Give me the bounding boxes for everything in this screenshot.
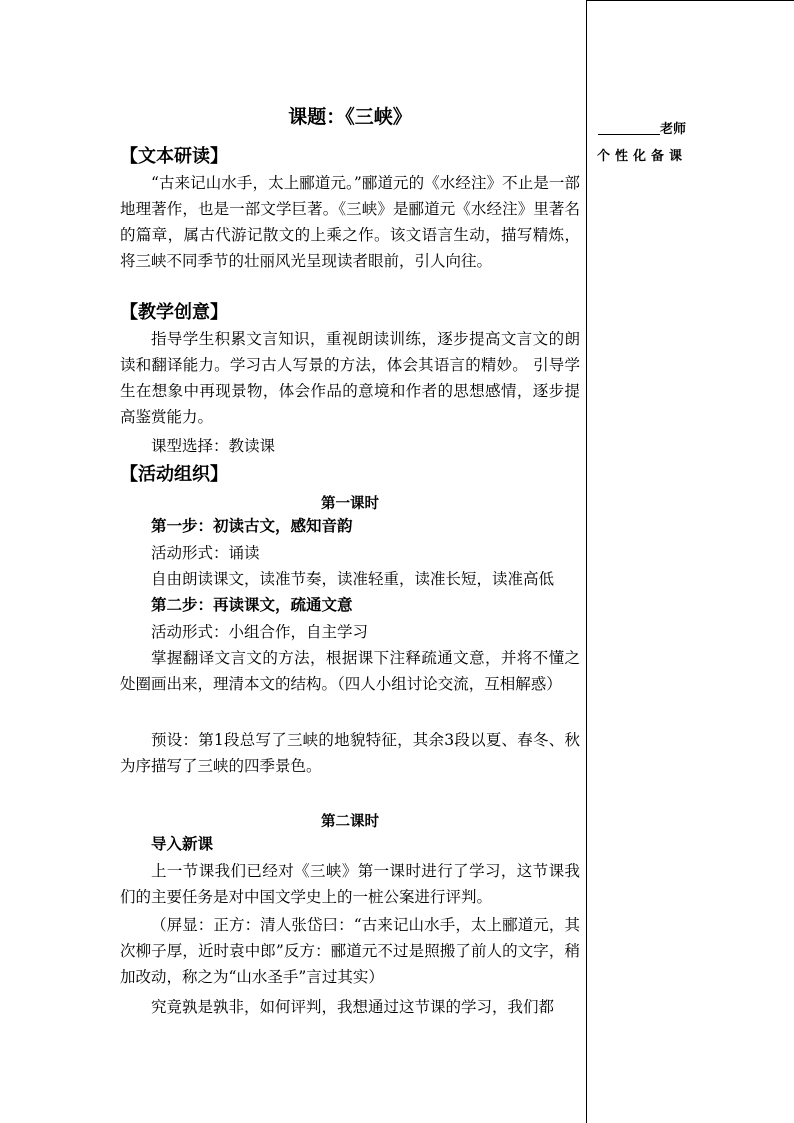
teaching-idea-paragraph: 指导学生积累文言知识，重视朗读训练，逐步提高文言文的朗读和翻译能力。学习古人写景的方法，体会其语言的精妙。 引导学生在想象中再现景物，体会作品的意境和作者的思想感情，逐步提高鉴赏能力。 bbox=[120, 330, 580, 426]
lesson1-step1: 第一步：初读古文，感知音韵 bbox=[151, 516, 353, 535]
margin-divider-line bbox=[586, 0, 587, 1123]
lesson1-master-paragraph: 掌握翻译文言文的方法，根据课下注释疏通文意，并将不懂之处圈画出来，理清本文的结构。（四人小组讨论交流，互相解惑） bbox=[120, 649, 580, 693]
section-activity: 【活动组织】 bbox=[120, 464, 228, 485]
teacher-name-blank bbox=[598, 134, 660, 135]
lesson2-heading: 第二课时 bbox=[321, 813, 379, 830]
lesson1-preset-paragraph: 预设：第1段总写了三峡的地貌特征，其余3段以夏、春冬、秋为序描写了三峡的四季景色。 bbox=[120, 731, 580, 775]
margin-top-border bbox=[586, 0, 794, 1]
section-text-study: 【文本研读】 bbox=[120, 146, 228, 167]
text-study-paragraph: “古来记山水手，太上郦道元。”郦道元的《水经注》不止是一部地理著作，也是一部文学巨著。《三峡》是郦道元《水经注》里著名的篇章，属古代游记散文的上乘之作。该文语言生动，描写精炼，将三峡不同季节的壮丽风光呈现读者眼前，引人向往。 bbox=[120, 174, 580, 270]
lesson-type: 课型选择：教读课 bbox=[151, 437, 276, 455]
lesson1-step2: 第二步：再读课文，疏通文意 bbox=[151, 595, 353, 614]
page-title: 课题：《三峡》 bbox=[288, 106, 412, 128]
lesson1-form2: 活动形式：小组合作，自主学习 bbox=[151, 623, 369, 641]
lesson2-paragraph-2: （屏显：正方：清人张岱曰：“古来记山水手，太上郦道元，其次柳子厚，近时袁中郎”反方：郦道元不过是照搬了前人的文字，稍加改动，称之为“山水圣手”言过其实） bbox=[120, 916, 580, 986]
lesson1-free-read: 自由朗读课文，读准节奏，读准轻重，读准长短，读准高低 bbox=[151, 570, 555, 588]
teacher-name-field bbox=[598, 118, 686, 137]
personal-prep-label: 个性化备课 bbox=[597, 149, 688, 164]
lesson1-form1: 活动形式：诵读 bbox=[151, 544, 260, 562]
lesson2-paragraph-3: 究竟孰是孰非，如何评判，我想通过这节课的学习，我们都 bbox=[151, 998, 555, 1016]
lesson1-heading: 第一课时 bbox=[321, 495, 379, 512]
teacher-suffix: 老师 bbox=[660, 122, 687, 137]
lesson2-paragraph-1: 上一节课我们已经对《三峡》第一课时进行了学习，这节课我们的主要任务是对中国文学史上的一桩公案进行评判。 bbox=[120, 862, 580, 906]
section-teaching-idea: 【教学创意】 bbox=[120, 302, 228, 323]
lesson2-intro: 导入新课 bbox=[151, 834, 214, 853]
